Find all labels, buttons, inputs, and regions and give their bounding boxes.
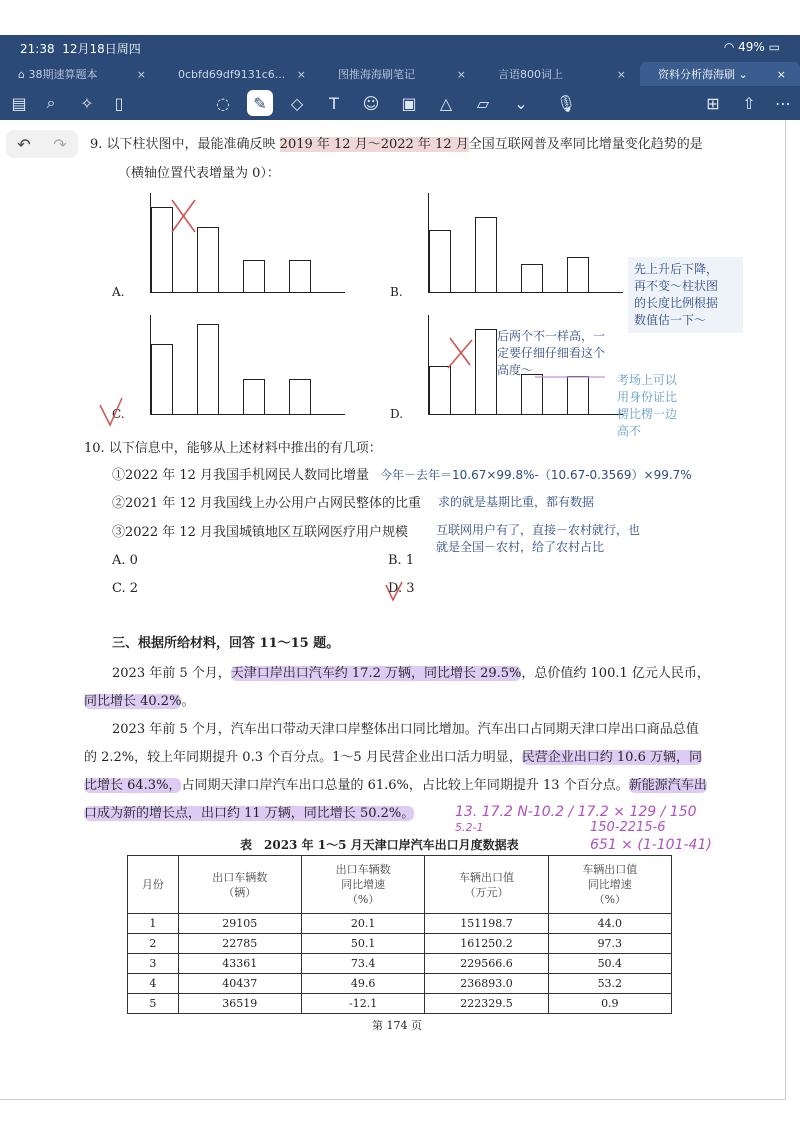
handwriting-calc-3: 651 × (1-101-41) bbox=[590, 837, 712, 853]
date: 12月18日周四 bbox=[62, 42, 141, 56]
pen-icon[interactable]: ✎ bbox=[247, 90, 273, 116]
material-para-1: 2023 年前 5 个月，天津口岸出口汽车约 17.2 万辆，同比增长 29.5%，总价值约 100.1 亿元人民币， bbox=[112, 666, 710, 681]
q10-item-3: ③2022 年 12 月我国城镇地区互联网医疗用户规模 bbox=[112, 525, 409, 540]
material-para-2-line4: 口成为新的增长点，出口约 11 万辆，同比增长 50.2%。 bbox=[84, 806, 415, 821]
table-row bbox=[128, 954, 672, 974]
tab-1[interactable]: ⌂ 38期速算题本 × bbox=[18, 67, 146, 81]
page-number: 第 174 页 bbox=[372, 1019, 422, 1032]
export-data-table bbox=[127, 855, 672, 1014]
table-cell: -12.1 bbox=[301, 994, 424, 1014]
share-icon[interactable]: ⇧ bbox=[742, 93, 756, 113]
table-cell: 1 bbox=[128, 914, 179, 934]
annotation-formula: 今年－去年＝10.67×99.8%-（10.67-0.3569）×99.7% bbox=[380, 468, 692, 482]
table-cell: 0.9 bbox=[548, 994, 671, 1014]
check-mark-c bbox=[100, 398, 122, 425]
eraser-icon[interactable]: ◇ bbox=[290, 93, 304, 113]
table-cell: 53.2 bbox=[548, 974, 671, 994]
chevron-down-icon: ⌄ bbox=[738, 68, 748, 81]
column-header: 车辆出口值 （万元） bbox=[425, 856, 548, 914]
time: 21:38 bbox=[20, 42, 55, 56]
handwriting-calc-2: 150-2215-6 bbox=[590, 820, 666, 835]
table-cell: 50.4 bbox=[548, 954, 671, 974]
table-row bbox=[128, 934, 672, 954]
handwriting-note-1: 5.2-1 bbox=[455, 821, 484, 834]
table-cell: 49.6 bbox=[301, 974, 424, 994]
lasso-icon[interactable]: ◌ bbox=[216, 93, 230, 113]
table-cell: 161250.2 bbox=[425, 934, 548, 954]
text-box-icon[interactable]: T bbox=[329, 93, 339, 113]
material-para-2-line3: 比增长 64.3%，占同期天津口岸汽车出口总量的 61.6%，占比较上年同期提升 13 个百分点。新能源汽车出 bbox=[84, 778, 707, 793]
column-header: 出口车辆数 （辆） bbox=[178, 856, 301, 914]
microphone-icon[interactable]: 🎙 bbox=[555, 93, 577, 113]
material-para-2: 2023 年前 5 个月，汽车出口带动天津口岸整体出口同比增加。汽车出口占同期天津口岸出口商品总值 bbox=[112, 722, 699, 737]
q9-option-label[interactable]: B. bbox=[390, 285, 403, 299]
table-cell: 3 bbox=[128, 954, 179, 974]
q10-option-a[interactable]: A. 0 bbox=[112, 553, 138, 568]
annotation-id-card: 考场上可以 用身份证比 楞比楞一边 高不 bbox=[617, 373, 678, 438]
table-cell: 236893.0 bbox=[425, 974, 548, 994]
q10-stem: 10. 以下信息中，能够从上述材料中推出的有几项： bbox=[84, 441, 382, 456]
note-icon[interactable]: ▱ bbox=[476, 93, 490, 113]
table-cell: 36519 bbox=[178, 994, 301, 1014]
battery-icon: ▭ bbox=[768, 40, 780, 54]
annotation-base-period: 求的就是基期比重，都有数据 bbox=[438, 495, 595, 509]
q10-item-2: ②2021 年 12 月我国线上办公用户占网民整体的比重 bbox=[112, 496, 422, 511]
handwriting-calc: 13. 17.2 N-10.2 / 17.2 × 129 / 150 bbox=[455, 804, 697, 820]
table-cell: 29105 bbox=[178, 914, 301, 934]
tab-5-active[interactable]: 资料分析海海刷 ⌄ × bbox=[640, 62, 800, 86]
document-settings-icon[interactable]: ▯ bbox=[114, 93, 124, 113]
undo-icon[interactable]: ↶ bbox=[17, 134, 31, 154]
material-para-1-cont: 同比增长 40.2%。 bbox=[84, 694, 195, 709]
redo-icon[interactable]: ↷ bbox=[53, 134, 67, 154]
ai-sparkle-icon[interactable]: ✧ bbox=[80, 93, 94, 113]
close-icon[interactable]: × bbox=[296, 67, 306, 81]
table-cell: 22785 bbox=[178, 934, 301, 954]
wifi-icon: ◠ bbox=[723, 40, 735, 54]
close-icon[interactable]: × bbox=[456, 67, 466, 81]
tab-3[interactable]: 图推海海刷笔记 × bbox=[338, 67, 466, 81]
annotation-rural: 互联网用户有了，直接－农村就行，也 就是全国－农村，给了农村占比 bbox=[436, 523, 641, 554]
image-icon[interactable]: ▣ bbox=[401, 93, 417, 113]
table-cell: 40437 bbox=[178, 974, 301, 994]
shapes-icon[interactable]: △ bbox=[439, 93, 453, 113]
table-cell: 229566.6 bbox=[425, 954, 548, 974]
annotation-trend: 先上升后下降， 再不变～柱状图 的长度比例根据 数值估一下～ bbox=[628, 257, 743, 333]
column-header: 车辆出口值 同比增速 （%） bbox=[548, 856, 671, 914]
table-cell: 97.3 bbox=[548, 934, 671, 954]
table-row bbox=[128, 914, 672, 934]
cross-mark-a bbox=[172, 200, 195, 232]
q9-stem: 9. 以下柱状图中，最能准确反映 2019 年 12 月～2022 年 12 月全国互联网普及率同比增量变化趋势的是 bbox=[90, 137, 703, 152]
table-cell: 50.1 bbox=[301, 934, 424, 954]
q9-option-label[interactable]: A. bbox=[112, 285, 125, 299]
table-cell: 151198.7 bbox=[425, 914, 548, 934]
cross-mark-d bbox=[448, 338, 472, 368]
q10-option-b[interactable]: B. 1 bbox=[388, 553, 415, 568]
close-icon[interactable]: × bbox=[776, 67, 786, 81]
tab-4[interactable]: 言语800词上 × bbox=[498, 67, 626, 81]
more-tools-chevron-icon[interactable]: ⌄ bbox=[514, 93, 528, 113]
table-row bbox=[128, 974, 672, 994]
close-icon[interactable]: × bbox=[136, 67, 146, 81]
table-cell: 5 bbox=[128, 994, 179, 1014]
table-caption: 表 2023 年 1～5 月天津口岸汽车出口月度数据表 bbox=[240, 838, 519, 852]
sidebar-icon[interactable]: ▤ bbox=[11, 93, 27, 113]
more-icon[interactable]: ⋯ bbox=[775, 93, 791, 113]
table-cell: 43361 bbox=[178, 954, 301, 974]
q10-option-d[interactable]: D. 3 bbox=[388, 581, 415, 596]
material-para-2-line2: 的 2.2%，较上年同期提升 0.3 个百分点。1～5 月民营企业出口活力明显，民营企业出口约 10.6 万辆，同 bbox=[84, 750, 702, 765]
search-icon[interactable]: ⌕ bbox=[46, 93, 56, 112]
table-cell: 73.4 bbox=[301, 954, 424, 974]
close-icon[interactable]: × bbox=[616, 67, 626, 81]
home-icon: ⌂ bbox=[18, 68, 29, 81]
table-cell: 2 bbox=[128, 934, 179, 954]
table-row bbox=[128, 994, 672, 1014]
sticker-icon[interactable]: ☺ bbox=[362, 93, 380, 113]
column-header: 月份 bbox=[128, 856, 179, 914]
add-page-icon[interactable]: ⊞ bbox=[706, 93, 720, 113]
column-header: 出口车辆数 同比增速 （%） bbox=[301, 856, 424, 914]
table-cell: 4 bbox=[128, 974, 179, 994]
battery-percent: 49% bbox=[738, 40, 765, 54]
annotation-height: 后两个不一样高，一 定要仔细仔细看这个 高度～ bbox=[497, 329, 606, 377]
table-cell: 20.1 bbox=[301, 914, 424, 934]
q9-note: （横轴位置代表增量为 0）： bbox=[118, 166, 280, 181]
section-title: 三、根据所给材料，回答 11～15 题。 bbox=[112, 636, 340, 651]
q10-option-c[interactable]: C. 2 bbox=[112, 581, 139, 596]
q10-item-1: ①2022 年 12 月我国手机网民人数同比增量 bbox=[112, 468, 370, 483]
q9-option-label[interactable]: D. bbox=[390, 407, 404, 421]
table-cell: 222329.5 bbox=[425, 994, 548, 1014]
q9-option-label[interactable]: C. bbox=[112, 407, 125, 421]
table-cell: 44.0 bbox=[548, 914, 671, 934]
tab-2[interactable]: 0cbfd69df9131c6... × bbox=[178, 67, 306, 81]
